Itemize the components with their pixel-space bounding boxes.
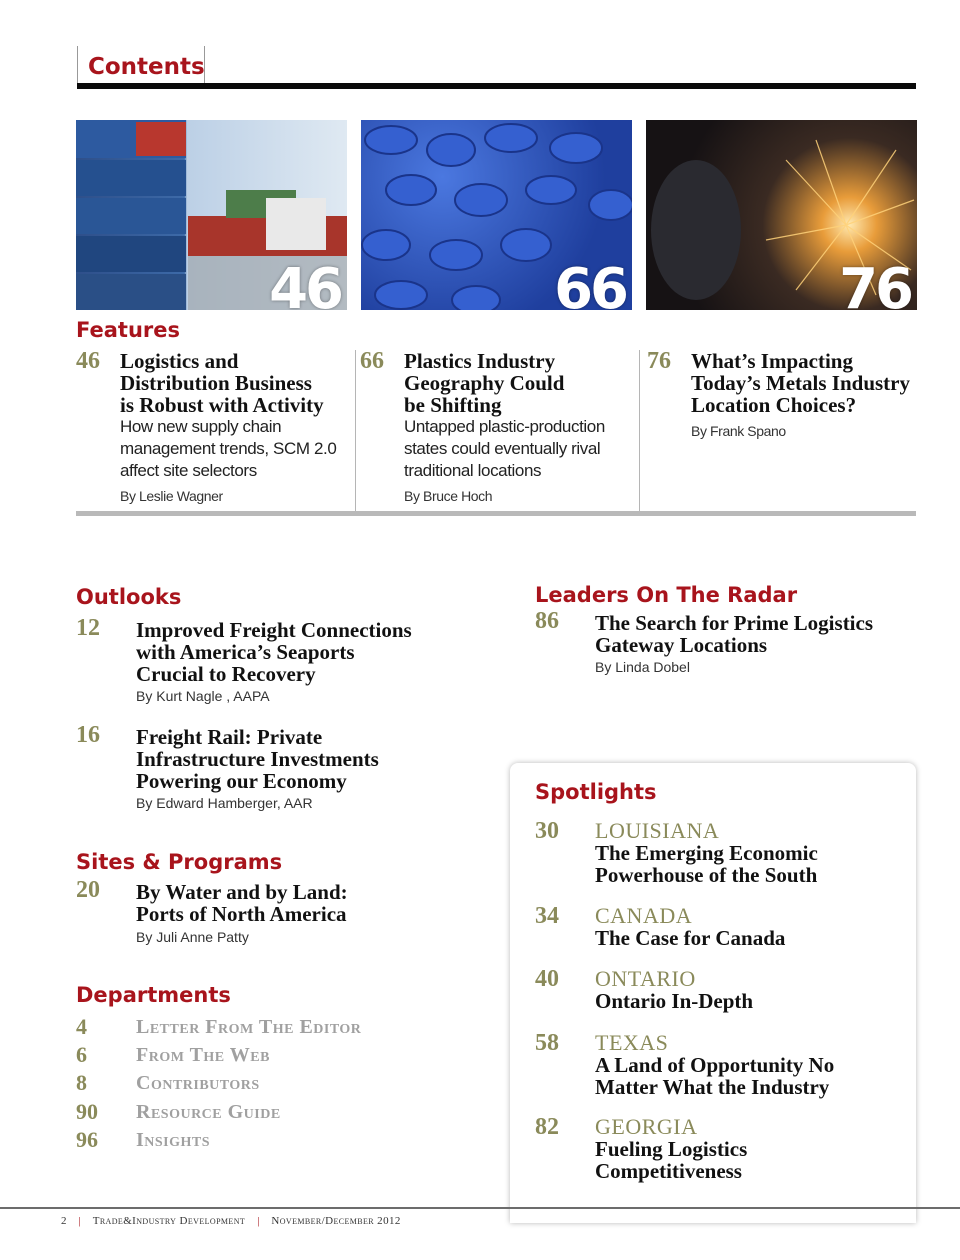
headline-line: Improved Freight Connections: [136, 618, 412, 642]
feature-image-metals[interactable]: [646, 120, 917, 310]
headline-line: Matter What the Industry: [595, 1075, 830, 1099]
truck-cab: [266, 198, 326, 250]
publication-name: Trade&Industry Development: [92, 1215, 246, 1227]
dek-line: How new supply chain: [120, 417, 282, 436]
headline-line: What’s Impacting: [691, 349, 853, 373]
page-footer: [61, 1215, 401, 1227]
sites-programs-title: Sites & Programs: [76, 850, 283, 874]
headline-line: The Case for Canada: [595, 926, 786, 950]
page-number: 20: [76, 877, 100, 903]
container-stack: [76, 120, 186, 310]
dek-line: traditional locations: [404, 461, 542, 480]
dek-line: Untapped plastic-production: [404, 417, 605, 436]
headline-line: Plastics Industry: [404, 349, 556, 373]
page-number: 34: [535, 903, 559, 929]
page-number: 46: [76, 348, 100, 374]
department-label[interactable]: Contributors: [136, 1072, 260, 1094]
spotlight-region: GEORGIA: [595, 1114, 698, 1139]
page-number: 82: [535, 1114, 559, 1140]
byline: By Frank Spano: [691, 423, 786, 439]
welder-silhouette: [651, 160, 741, 300]
page-number: 30: [535, 818, 559, 844]
page-number: 66: [360, 348, 384, 374]
department-label[interactable]: From The Web: [136, 1044, 270, 1066]
feature-page-number: 76: [839, 257, 911, 310]
headline-line: Logistics and: [120, 349, 239, 373]
column-divider: [639, 350, 640, 512]
headline-line: Geography Could: [404, 371, 565, 395]
headline-line: Distribution Business: [120, 371, 312, 395]
feature-dek: [404, 416, 605, 482]
feature-item[interactable]: [360, 348, 638, 512]
spotlight-region: ONTARIO: [595, 966, 696, 991]
page-number: 12: [76, 615, 100, 641]
feature-item[interactable]: [76, 348, 354, 512]
byline: By Edward Hamberger, AAR: [136, 795, 313, 811]
byline: By Linda Dobel: [595, 659, 690, 675]
footer-rule: [0, 1207, 960, 1209]
footer-separator: |: [78, 1215, 81, 1227]
headline-line: Ports of North America: [136, 902, 347, 926]
headline-line: Gateway Locations: [595, 633, 768, 657]
article-headline[interactable]: [595, 612, 873, 656]
column-divider: [355, 350, 356, 512]
spotlights-title: Spotlights: [535, 780, 657, 804]
dek-line: management trends, SCM 2.0: [120, 439, 337, 458]
footer-separator: |: [257, 1215, 260, 1227]
dek-line: states could eventually rival: [404, 439, 601, 458]
folio-page-number: 2: [61, 1215, 67, 1227]
page-number: 86: [535, 608, 559, 634]
features-title: Features: [76, 318, 180, 342]
article-headline[interactable]: [595, 1054, 834, 1098]
headline-line: Freight Rail: Private: [136, 725, 323, 749]
spotlight-region: CANADA: [595, 903, 693, 928]
article-headline[interactable]: [136, 881, 348, 925]
byline: By Bruce Hoch: [404, 488, 493, 504]
features-bottom-rule: [76, 511, 916, 516]
article-headline[interactable]: [136, 619, 412, 685]
issue-date: November/December 2012: [271, 1215, 401, 1227]
headline-line: Ontario In-Depth: [595, 989, 754, 1013]
spotlight-region: LOUISIANA: [595, 818, 720, 843]
spotlight-region: TEXAS: [595, 1030, 669, 1055]
page-number: 16: [76, 722, 100, 748]
page-title: Contents: [88, 54, 205, 80]
feature-headline[interactable]: [691, 350, 910, 416]
page-number: 90: [76, 1099, 98, 1124]
headline-line: A Land of Opportunity No: [595, 1053, 835, 1077]
headline-line: Today’s Metals Industry: [691, 371, 910, 395]
page-number: 8: [76, 1070, 87, 1095]
headline-line: with America’s Seaports: [136, 640, 355, 664]
headline-line: Powering our Economy: [136, 769, 347, 793]
feature-page-number: 66: [554, 257, 626, 310]
article-headline[interactable]: [595, 1138, 747, 1182]
header-rule: [77, 83, 916, 89]
leaders-title: Leaders On The Radar: [535, 583, 798, 607]
headline-line: The Emerging Economic: [595, 841, 818, 865]
feature-image-plastics[interactable]: [361, 120, 632, 310]
headline-line: Location Choices?: [691, 393, 857, 417]
department-label[interactable]: Letter From The Editor: [136, 1016, 362, 1038]
outlooks-title: Outlooks: [76, 585, 182, 609]
feature-headline[interactable]: [404, 350, 564, 416]
byline: By Leslie Wagner: [120, 488, 223, 504]
dek-line: affect site selectors: [120, 461, 257, 480]
headline-line: Fueling Logistics: [595, 1137, 748, 1161]
article-headline[interactable]: [136, 726, 379, 792]
headline-line: Competitiveness: [595, 1159, 742, 1183]
page-number: 6: [76, 1042, 87, 1067]
department-label[interactable]: Resource Guide: [136, 1101, 281, 1123]
feature-headline[interactable]: [120, 350, 324, 416]
department-label[interactable]: Insights: [136, 1129, 211, 1151]
article-headline[interactable]: [595, 990, 753, 1012]
byline: By Kurt Nagle , AAPA: [136, 688, 270, 704]
page-number: 40: [535, 966, 559, 992]
departments-title: Departments: [76, 983, 231, 1007]
page-number: 76: [647, 348, 671, 374]
feature-item[interactable]: [647, 348, 917, 512]
page-number: 96: [76, 1127, 98, 1152]
headline-line: is Robust with Activity: [120, 393, 324, 417]
headline-line: By Water and by Land:: [136, 880, 348, 904]
feature-dek: [120, 416, 336, 482]
headline-line: be Shifting: [404, 393, 502, 417]
headline-line: Infrastructure Investments: [136, 747, 379, 771]
article-headline[interactable]: [595, 842, 818, 886]
page-number: 4: [76, 1014, 87, 1039]
feature-page-number: 46: [269, 257, 341, 310]
headline-line: Crucial to Recovery: [136, 662, 316, 686]
article-headline[interactable]: [595, 927, 785, 949]
feature-image-logistics[interactable]: [76, 120, 347, 310]
byline: By Juli Anne Patty: [136, 929, 249, 945]
headline-line: Powerhouse of the South: [595, 863, 818, 887]
page-number: 58: [535, 1030, 559, 1056]
contents-tab: [77, 46, 205, 86]
headline-line: The Search for Prime Logistics: [595, 611, 874, 635]
